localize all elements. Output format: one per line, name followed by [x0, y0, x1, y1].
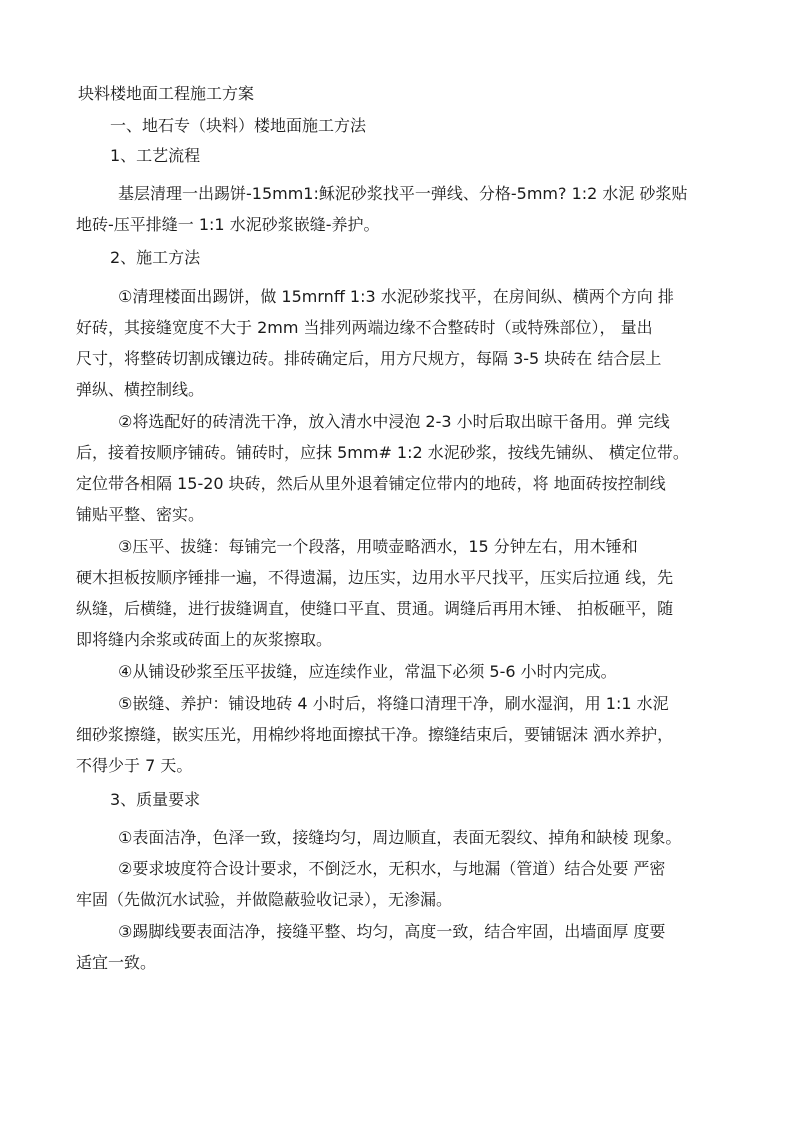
paragraph-line: ④从铺设砂浆至压平拔缝，应连续作业，常温下必须 5-6 小时内完成。: [118, 662, 617, 681]
paragraph-line: ②要求坡度符合设计要求，不倒泛水，无积水，与地漏（管道）结合处要 严密: [118, 859, 666, 878]
paragraph-line: ①清理楼面出踢饼，做 15mrnff 1:3 水泥砂浆找平，在房间纵、横两个方向 排: [118, 287, 674, 306]
subsection-heading-method: 2、施工方法: [110, 248, 201, 267]
paragraph-line: ⑤嵌缝、养护：铺设地砖 4 小时后，将缝口清理干净，刷水湿润，用 1:1 水泥: [118, 694, 669, 713]
paragraph-line: 好砖，其接缝宽度不大于 2mm 当排列两端边缘不合整砖时（或特殊部位）， 量出: [76, 318, 653, 337]
subsection-heading-quality: 3、质量要求: [110, 790, 201, 809]
paragraph-line: ①表面洁净，色泽一致，接缝均匀，周边顺直，表面无裂纹、掉角和缺棱 现象。: [118, 828, 682, 847]
paragraph-line: 尺寸，将整砖切割成镶边砖。排砖确定后，用方尺规方，每隔 3-5 块砖在 结合层上: [76, 349, 662, 368]
paragraph-line: ③压平、拔缝：每铺完一个段落，用喷壶略洒水，15 分钟左右，用木锤和: [118, 537, 638, 556]
paragraph-line: 不得少于 7 天。: [76, 756, 193, 775]
paragraph-line: ②将选配好的砖清洗干净，放入清水中浸泡 2-3 小时后取出晾干备用。弹 完线: [118, 412, 670, 431]
paragraph-line: 弹纵、横控制线。: [76, 380, 205, 399]
section-heading: 一、地石专（块料）楼地面施工方法: [110, 116, 367, 135]
paragraph-line: ③踢脚线要表面洁净，接缝平整、均匀，高度一致，结合牢固，出墙面厚 度要: [118, 922, 666, 941]
paragraph-line: 细砂浆擦缝，嵌实压光，用棉纱将地面擦拭干净。擦缝结束后，要铺锯沫 洒水养护，: [76, 725, 674, 744]
paragraph-line: 定位带各相隔 15-20 块砖，然后从里外退着铺定位带内的地砖，将 地面砖按控制线: [76, 474, 666, 493]
paragraph-line: 基层清理一出踢饼-15mm1:稣泥砂浆找平一弹线、分格-5mm? 1:2 水泥 砂浆贴: [118, 184, 688, 203]
paragraph-line: 硬木担板按顺序锤排一遍，不得遗漏，边压实，边用水平尺找平，压实后拉通 线，先: [76, 568, 674, 587]
paragraph-line: 铺贴平整、密实。: [76, 505, 205, 524]
paragraph-line: 即将缝内余浆或砖面上的灰浆擦取。: [76, 630, 333, 649]
document-title: 块料楼地面工程施工方案: [78, 84, 255, 103]
paragraph-line: 纵缝，后横缝，进行拔缝调直，使缝口平直、贯通。调缝后再用木锤、 拍板砸平，随: [76, 599, 674, 618]
paragraph-line: 后，接着按顺序铺砖。铺砖时，应抹 5mm# 1:2 水泥砂浆，按线先铺纵、 横定位带。: [76, 443, 689, 462]
paragraph-line: 牢固（先做沉水试验，并做隐蔽验收记录），无渗漏。: [76, 890, 453, 909]
paragraph-line: 适宜一致。: [76, 953, 157, 972]
paragraph-line: 地砖-压平排缝一 1:1 水泥砂浆嵌缝-养护。: [76, 215, 380, 234]
subsection-heading-process: 1、工艺流程: [110, 146, 201, 165]
